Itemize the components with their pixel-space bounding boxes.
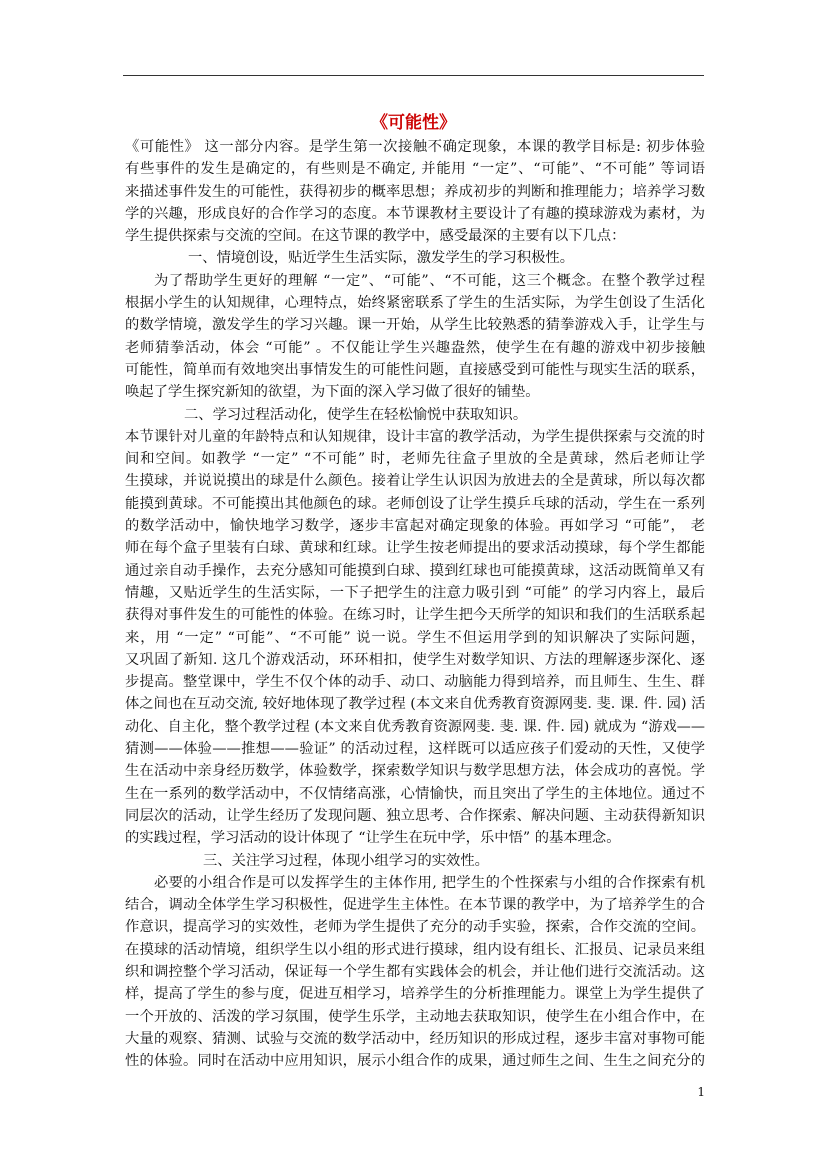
body-line: 结合，调动全体学生学习积极性，促进学生主体性。在本节课的教学中，为了培养学生的合	[125, 897, 705, 914]
body-line: 可能性，简单而有效地突出事情发生的可能性问题，直接感受到可能性与现实生活的联系，	[125, 361, 705, 378]
body-line: 获得对事件发生的可能性的体验。在练习时，让学生把今天所学的知识和我们的生活联系起	[125, 607, 705, 624]
body-line: 间和空间。如教学 “一定” “不可能” 时，老师先往盒子里放的全是黄球，然后老师让学	[125, 451, 705, 468]
body-line: 通过亲自动手操作，去充分感知可能摸到白球、摸到红球也可能摸黄球，这活动既简单又有	[125, 562, 705, 579]
header-rule	[123, 75, 704, 76]
body-line: 的实践过程，学习活动的设计体现了 “让学生在玩中学，乐中悟” 的基本理念。	[125, 830, 621, 847]
body-line: 步提高。整堂课中，学生不仅个体的动手、动口、动脑能力得到培养，而且师生、生生、群	[125, 674, 705, 691]
body-line: 必要的小组合作是可以发挥学生的主体作用, 把学生的个性探索与小组的合作探索有机	[154, 874, 705, 891]
body-line: 同层次的活动，让学生经历了发现问题、独立思考、合作探索、解决问题、主动获得新知识	[125, 807, 705, 824]
body-line: 作意识，提高学习的实效性，老师为学生提供了充分的动手实验，探索，合作交流的空间。	[125, 919, 705, 936]
body-line: 根据小学生的认知规律，心理特点，始终紧密联系了学生的生活实际，为学生创设了生活化	[125, 295, 705, 312]
body-line: 猜测——体验——推想——验证” 的活动过程，这样既可以适应孩子们爱动的天性，又使学	[125, 741, 705, 758]
body-line: 唤起了学生探究新知的欲望，为下面的深入学习做了很好的铺垫。	[125, 384, 540, 401]
body-line: 生在活动中亲身经历数学，体验数学，探索数学知识与数学思想方法，体会成功的喜悦。学	[125, 763, 705, 780]
document-title: 《可能性》	[371, 113, 456, 133]
body-line: 情趣，又贴近学生的生活实际，一下子把学生的注意力吸引到 “可能” 的学习内容上，最后	[125, 584, 705, 601]
body-line: 的数学情境，激发学生的学习兴趣。课一开始，从学生比较熟悉的猜拳游戏入手，让学生与	[125, 317, 705, 334]
body-line: 织和调控整个学习活动，保证每一个学生都有实践体会的机会，并让他们进行交流活动。这	[125, 963, 705, 980]
body-line: 学的兴趣，形成良好的合作学习的态度。本节课教材主要设计了有趣的摸球游戏为素材，为	[125, 205, 705, 222]
body-line: 又巩固了新知. 这几个游戏活动，环环相扣，使学生对数学知识、方法的理解逐步深化、逐	[125, 651, 705, 668]
body-line: 本节课针对儿童的年龄特点和认知规律，设计丰富的教学活动，为学生提供探索与交流的时	[125, 428, 705, 445]
body-line: 体之间也在互动交流, 较好地体现了教学过程 (本文来自优秀教育资源网斐. 斐. 课. 件. 园) 活	[125, 696, 706, 713]
body-line: 能摸到黄球。不可能摸出其他颜色的球。老师创设了让学生摸乒乓球的活动，学生在一系列	[125, 495, 705, 512]
body-line: 师在每个盒子里装有白球、黄球和红球。让学生按老师提出的要求活动摸球，每个学生都能	[125, 540, 705, 557]
body-line: 来，用 “一定” “可能”、“不可能” 说一说。学生不但运用学到的知识解决了实际问题，	[125, 629, 705, 646]
body-line: 性的体验。同时在活动中应用知识，展示小组合作的成果，通过师生之间、生生之间充分的	[125, 1053, 705, 1070]
body-line: 有些事件的发生是确定的，有些则是不确定, 并能用 “一定”、“可能”、“不可能” 等词语	[125, 161, 705, 178]
body-line: 一个开放的、活泼的学习氛围，使学生乐学，主动地去获取知识，使学生在小组合作中，在	[125, 1008, 705, 1025]
body-line: 为了帮助学生更好的理解 “一定”、“可能”、“不可能，这三个概念。在整个教学过程	[154, 272, 705, 289]
body-line: 来描述事件发生的可能性，获得初步的概率思想；养成初步的判断和推理能力；培养学习数	[125, 183, 705, 200]
body-line: 老师猜拳活动，体会 “可能” 。不仅能让学生兴趣盎然，使学生在有趣的游戏中初步接触	[125, 339, 705, 356]
body-line: 《可能性》 这一部分内容。是学生第一次接触不确定现象，本课的教学目标是: 初步体验	[125, 139, 705, 155]
section-heading: 一、情境创设，贴近学生生活实际，激发学生的学习积极性。	[188, 250, 575, 267]
body-line: 生在一系列的数学活动中，不仅情绪高涨，心情愉快，而且突出了学生的主体地位。通过不	[125, 785, 705, 802]
body-line: 生摸球，并说说摸出的球是什么颜色。接着让学生认识因为放进去的全是黄球，所以每次都	[125, 473, 705, 490]
body-line: 的数学活动中，愉快地学习数学，逐步丰富起对确定现象的体验。再如学习 “可能”， 老	[125, 518, 705, 535]
body-line: 大量的观察、猜测、试验与交流的数学活动中，经历知识的形成过程，逐步丰富对事物可能	[125, 1030, 705, 1047]
body-line: 样，提高了学生的参与度，促进互相学习，培养学生的分析推理能力。课堂上为学生提供了	[125, 986, 705, 1003]
body-line: 学生提供探索与交流的空间。在这节课的教学中，感受最深的主要有以下几点：	[125, 228, 626, 245]
section-heading: 二、学习过程活动化，使学生在轻松愉悦中获取知识。	[184, 406, 528, 423]
section-heading: 三、关注学习过程，体现小组学习的实效性。	[203, 852, 489, 869]
document-body	[125, 136, 705, 1072]
body-line: 在摸球的活动情境，组织学生以小组的形式进行摸球，组内设有组长、汇报员、记录员来组	[125, 941, 705, 958]
body-line: 动化、自主化，整个教学过程 (本文来自优秀教育资源网斐. 斐. 课. 件. 园) 就成为 “游戏——	[125, 718, 705, 735]
page-number: 1	[697, 1085, 705, 1099]
